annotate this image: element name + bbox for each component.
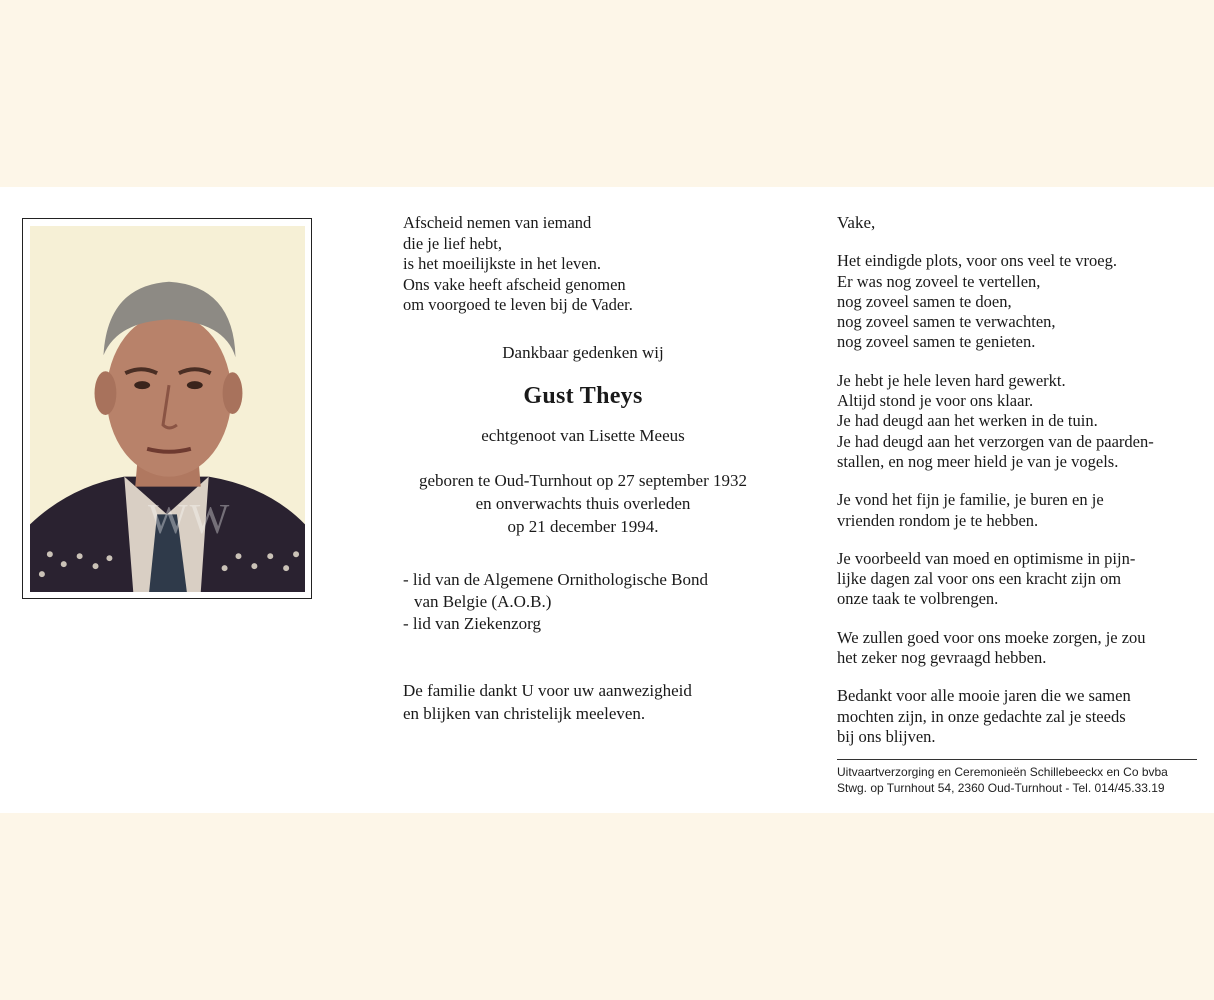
- letter-stanza: [837, 371, 1197, 472]
- letter-line: bij ons blijven.: [837, 726, 936, 746]
- life-dates: [403, 469, 763, 538]
- undertaker-info: [837, 764, 1197, 796]
- thanks-line: De familie dankt U voor uw aanwezigheid: [403, 680, 692, 700]
- letter-line: We zullen goed voor ons moeke zorgen, je zou: [837, 627, 1146, 647]
- letter-line: vrienden rondom je te hebben.: [837, 510, 1039, 530]
- opening-poem: [403, 213, 783, 316]
- letter-line: het zeker nog gevraagd hebben.: [837, 648, 1047, 668]
- deceased-name: Gust Theys: [523, 382, 643, 409]
- poem-line: om voorgoed te leven bij de Vader.: [403, 295, 633, 315]
- letter-line: nog zoveel samen te doen,: [837, 291, 1012, 311]
- letter-salutation: Vake,: [837, 213, 876, 232]
- letter-line: lijke dagen zal voor ons een kracht zijn om: [837, 569, 1122, 589]
- poem-line: Ons vake heeft afscheid genomen: [403, 274, 626, 294]
- letter-stanza: [837, 549, 1197, 610]
- letter-line: Altijd stond je voor ons klaar.: [837, 391, 1034, 411]
- letter-line: Je vond het fijn je familie, je buren en je: [837, 490, 1104, 510]
- undertaker-name: Uitvaartverzorging en Ceremonieën Schillebeeckx en Co bvba: [837, 765, 1168, 780]
- letter-line: stallen, en nog meer hield je van je vogels.: [837, 451, 1119, 471]
- family-thanks: [403, 679, 783, 725]
- letter-line: Bedankt voor alle mooie jaren die we samen: [837, 686, 1131, 706]
- spouse-line: echtgenoot van Lisette Meeus: [481, 426, 685, 446]
- letter-line: Je had deugd aan het werken in de tuin.: [837, 411, 1098, 431]
- letter-line: Je had deugd aan het verzorgen van de paarden-: [837, 431, 1154, 451]
- right-column: [837, 213, 1197, 796]
- letter-stanza: [837, 251, 1197, 352]
- letter-line: onze taak te volbrengen.: [837, 589, 999, 609]
- poem-line: die je lief hebt,: [403, 233, 502, 253]
- watermark-text: WW: [148, 497, 232, 543]
- poem-line: Afscheid nemen van iemand: [403, 213, 592, 232]
- letter-line: Het eindigde plots, voor ons veel te vroeg.: [837, 251, 1117, 271]
- letter-line: Je voorbeeld van moed en optimisme in pijn-: [837, 548, 1136, 568]
- birth-line: geboren te Oud-Turnhout op 27 september 1932: [419, 470, 747, 490]
- poem-line: is het moeilijkste in het leven.: [403, 254, 601, 274]
- letter-line: Je hebt je hele leven hard gewerkt.: [837, 370, 1066, 390]
- death-line: en onverwachts thuis overleden: [475, 493, 691, 513]
- letter-stanza: [837, 686, 1197, 747]
- letter-stanza: [837, 628, 1197, 669]
- letter-line: nog zoveel samen te genieten.: [837, 332, 1036, 352]
- portrait-photo: [30, 226, 305, 592]
- thanks-line: en blijken van christelijk meeleven.: [403, 703, 646, 723]
- membership-item: - lid van de Algemene Ornithologische Bond: [403, 569, 708, 589]
- letter-line: nog zoveel samen te verwachten,: [837, 312, 1056, 332]
- portrait-frame: [22, 218, 312, 599]
- death-date-line: op 21 december 1994.: [507, 516, 659, 536]
- membership-item: van Belgie (A.O.B.): [414, 591, 552, 611]
- memorial-card: [0, 187, 1214, 813]
- remembrance-intro: Dankbaar gedenken wij: [502, 342, 664, 362]
- memberships: [403, 569, 783, 635]
- divider-rule: [837, 759, 1197, 760]
- middle-column: [403, 213, 783, 725]
- letter-line: mochten zijn, in onze gedachte zal je steeds: [837, 706, 1126, 726]
- letter-stanza: [837, 490, 1197, 531]
- letter-line: Er was nog zoveel te vertellen,: [837, 271, 1041, 291]
- undertaker-address: Stwg. op Turnhout 54, 2360 Oud-Turnhout - Tel. 014/45.33.19: [837, 781, 1165, 796]
- membership-item: - lid van Ziekenzorg: [403, 613, 542, 633]
